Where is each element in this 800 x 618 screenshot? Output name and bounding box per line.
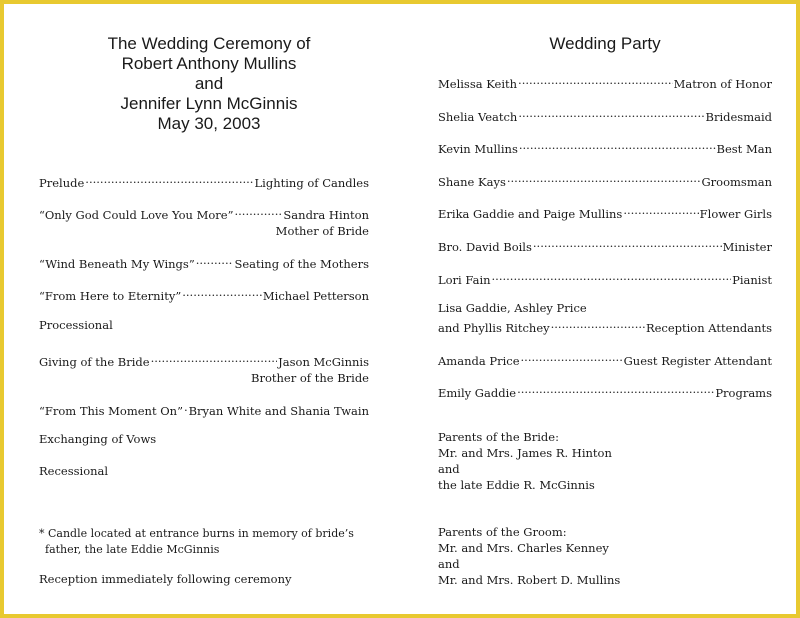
party-member [438, 349, 772, 369]
wedding-party-title-block [438, 34, 772, 54]
party-member-role: Bridesmaid [705, 110, 772, 124]
leader-dots [85, 171, 253, 187]
party-member-name: Lisa Gaddie, Ashley Price [438, 301, 587, 315]
party-member [438, 235, 772, 255]
reception-text: Reception immediately following ceremony [39, 572, 292, 586]
party-member [438, 202, 772, 222]
party-member-name: Shane Kays [438, 175, 506, 189]
program-item-value: Lighting of Candles [254, 176, 369, 190]
party-member-role: Programs [715, 386, 772, 400]
program-item-label: “From Here to Eternity” [39, 289, 182, 303]
leader-dots [182, 284, 262, 300]
party-member [438, 137, 772, 157]
party-member-name: and Phyllis Ritchey [438, 321, 550, 335]
reception-note [39, 571, 369, 587]
groom-parents-line: Mr. and Mrs. Robert D. Mullins [438, 573, 621, 587]
program-item-label: Processional [39, 318, 113, 332]
party-member-role: Groomsman [701, 175, 772, 189]
leader-dots [517, 381, 714, 397]
ceremony-title [39, 34, 379, 134]
groom-parents-line: Mr. and Mrs. Charles Kenney [438, 541, 609, 555]
party-member [438, 72, 772, 92]
wedding-party-title: Wedding Party [549, 34, 661, 53]
party-member-role: Pianist [732, 273, 772, 287]
title-line: Robert Anthony Mullins [121, 54, 297, 73]
party-member-name: Emily Gaddie [438, 386, 517, 400]
program-item-label: Recessional [39, 464, 109, 478]
leader-dots [151, 350, 278, 366]
title-line: May 30, 2003 [157, 114, 261, 133]
leader-dots [518, 72, 673, 88]
program-page [4, 4, 796, 614]
leader-dots [551, 316, 645, 332]
leader-dots [196, 252, 234, 268]
party-member-name: Shelia Veatch [438, 110, 518, 124]
leader-dots [623, 202, 698, 218]
groom-parents-heading: Parents of the Groom: [438, 525, 567, 539]
program-item-label: Giving of the Bride [39, 355, 150, 369]
program-item-label: Exchanging of Vows [39, 432, 157, 446]
leader-dots [518, 105, 704, 121]
title-line: The Wedding Ceremony of [107, 34, 311, 53]
program-item [39, 399, 369, 419]
program-item-value: Michael Petterson [262, 289, 369, 303]
party-member-role: Reception Attendants [645, 321, 772, 335]
program-item-label: “Only God Could Love You More” [39, 208, 234, 222]
title-line: Jennifer Lynn McGinnis [120, 94, 298, 113]
party-member [438, 170, 772, 190]
leader-dots [521, 349, 623, 365]
program-item-label: Prelude [39, 176, 85, 190]
program-item [39, 171, 369, 191]
bride-parents-line: and [438, 462, 460, 476]
party-member-role: Guest Register Attendant [623, 354, 772, 368]
program-item-value: Sandra Hinton [283, 208, 369, 222]
party-member [438, 268, 772, 288]
party-member-name: Lori Fain [438, 273, 491, 287]
party-member-role: Minister [722, 240, 772, 254]
program-item-label: “Wind Beneath My Wings” [39, 257, 195, 271]
title-line: and [194, 74, 224, 93]
program-item [39, 431, 369, 447]
party-member-name: Amanda Price [438, 354, 520, 368]
party-member-role: Flower Girls [699, 207, 772, 221]
leader-dots [492, 268, 732, 284]
leader-dots [234, 203, 282, 219]
program-item [39, 350, 369, 386]
bride-parents [438, 429, 772, 493]
party-member [438, 300, 772, 336]
program-item-value: Seating of the Mothers [234, 257, 369, 271]
footnote [39, 526, 369, 558]
party-member-name: Melissa Keith [438, 77, 518, 91]
leader-dots [533, 235, 722, 251]
program-item-value: Jason McGinnis [278, 355, 369, 369]
footnote-line: * Candle located at entrance burns in memory of bride’s [39, 527, 354, 540]
bride-parents-line: Mr. and Mrs. James R. Hinton [438, 446, 612, 460]
groom-parents-line: and [438, 557, 460, 571]
program-item-value: Bryan White and Shania Twain [188, 404, 369, 418]
program-item-subtitle: Mother of Bride [275, 224, 369, 238]
party-member [438, 381, 772, 401]
program-item-label: “From This Moment On” [39, 404, 183, 418]
program-item [39, 317, 369, 333]
program-item [39, 252, 369, 272]
party-member [438, 105, 772, 125]
party-member-role: Matron of Honor [673, 77, 772, 91]
leader-dots [519, 137, 716, 153]
bride-parents-heading: Parents of the Bride: [438, 430, 559, 444]
program-item [39, 284, 369, 304]
groom-parents [438, 524, 772, 588]
footnote-line: father, the late Eddie McGinnis [45, 543, 220, 556]
leader-dots [507, 170, 701, 186]
bride-parents-line: the late Eddie R. McGinnis [438, 478, 595, 492]
party-member-name: Bro. David Boils [438, 240, 532, 254]
party-member-role: Best Man [716, 142, 772, 156]
program-item [39, 463, 369, 479]
party-member-name: Kevin Mullins [438, 142, 518, 156]
leader-dots [184, 399, 188, 415]
party-member-name: Erika Gaddie and Paige Mullins [438, 207, 623, 221]
program-item-subtitle: Brother of the Bride [251, 371, 369, 385]
program-item [39, 203, 369, 239]
